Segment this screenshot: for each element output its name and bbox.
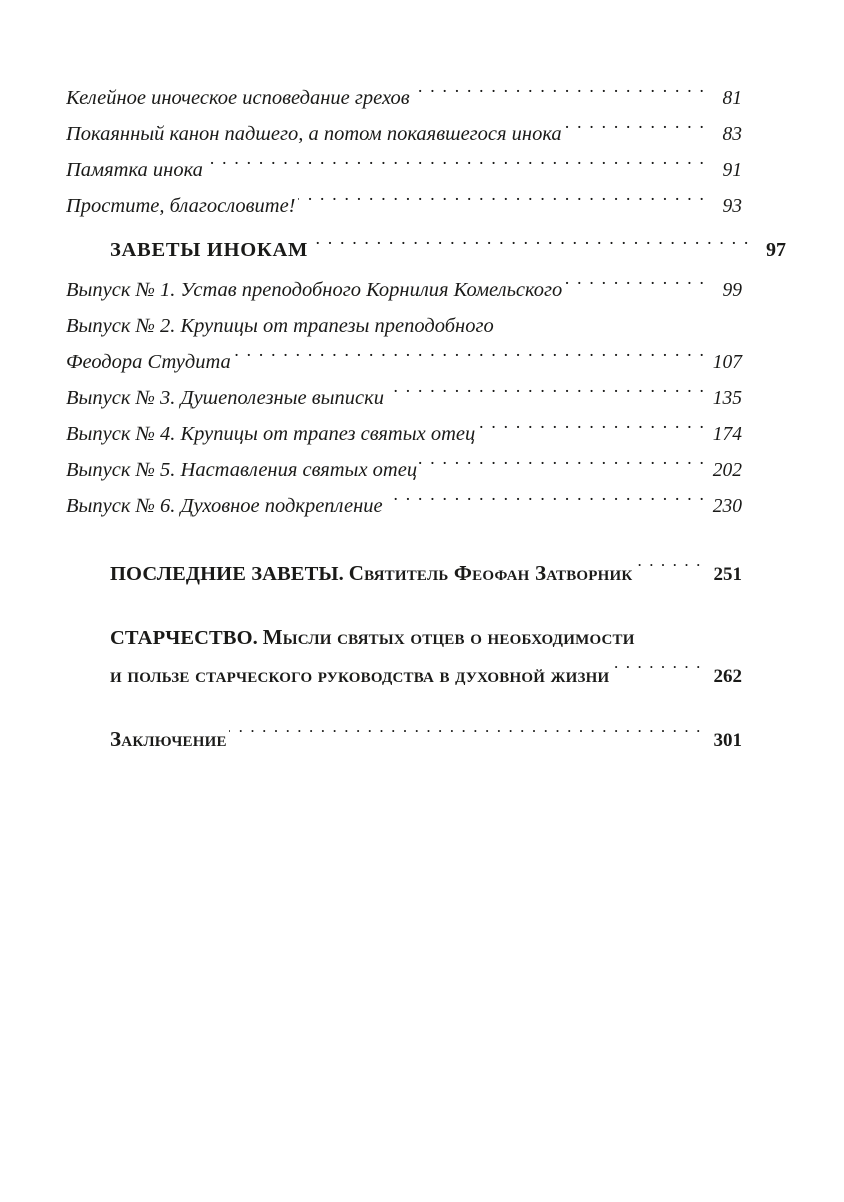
toc-caps-title (110, 720, 227, 760)
toc-entry-page: 174 (712, 424, 742, 445)
toc-caps-line (110, 656, 742, 694)
toc-entry[interactable] (66, 152, 742, 188)
toc-caps-entry[interactable] (110, 554, 742, 592)
dot-leader (611, 664, 702, 683)
toc-caps-page: 301 (713, 730, 742, 751)
toc-entry[interactable] (66, 380, 742, 416)
toc-caps-title-cont: и пользе старческого руководства в духовной жизни (110, 663, 610, 687)
toc-caps-title-main: СТАРЧЕСТВО. (110, 627, 258, 649)
dot-leader (477, 420, 706, 441)
toc-entry[interactable] (66, 116, 742, 152)
dot-leader (385, 492, 706, 513)
dot-leader (298, 192, 706, 213)
toc-entry-title: Покаянный канон падшего, а потом покаявшегося инока (66, 123, 562, 145)
dot-leader (205, 156, 706, 177)
dot-leader (635, 562, 702, 581)
dot-leader (412, 84, 706, 105)
toc-entry[interactable] (66, 80, 742, 116)
toc-entry[interactable] (66, 272, 742, 308)
toc-entry-title: Выпуск № 5. Наставления святых отец (66, 459, 418, 481)
toc-entry-title: Выпуск № 3. Душеполезные выписки (66, 387, 385, 409)
toc-caps-title (110, 618, 635, 658)
toc-group-caps (66, 554, 742, 758)
dot-leader (637, 626, 702, 645)
toc-caps-line (110, 618, 742, 656)
toc-entry-page: 107 (712, 352, 742, 373)
toc-entry-title: Феодора Студита (66, 351, 231, 373)
toc-section-head[interactable] (66, 232, 786, 272)
toc-entry[interactable] (66, 416, 742, 452)
toc-entry[interactable] (66, 188, 742, 224)
toc-caps-line (110, 720, 742, 758)
toc-entry-page: 81 (722, 88, 742, 109)
dot-leader (233, 348, 706, 369)
toc-entry-title: Выпуск № 4. Крупицы от трапез святых отец (66, 423, 476, 445)
toc-entry-title: Выпуск № 6. Духовное подкрепление (66, 495, 383, 517)
toc-entry-title: Простите, благословите! (66, 195, 296, 217)
toc-entry-title: Выпуск № 2. Крупицы от трапезы преподобного (66, 315, 494, 337)
dot-leader (496, 312, 706, 333)
toc-entry[interactable] (66, 344, 742, 380)
toc-caps-entry[interactable] (110, 618, 742, 694)
toc-entry-page: 202 (712, 460, 742, 481)
toc-caps-title-sub: Заключение (110, 727, 227, 751)
toc-entry-page: 93 (722, 196, 742, 217)
toc-caps-title-sub: Мысли святых отцев о необходимости (262, 625, 635, 649)
toc-section-head-page: 97 (766, 239, 786, 261)
toc-caps-line (110, 554, 742, 592)
dot-leader (564, 120, 706, 141)
toc-caps-page: 262 (713, 666, 742, 687)
toc-section-head-title: ЗАВЕТЫ ИНОКАМ (110, 239, 309, 261)
dot-leader (386, 384, 706, 405)
toc-caps-title (110, 554, 633, 594)
toc-entry-page: 83 (722, 124, 742, 145)
toc-group-italic (66, 80, 742, 224)
dot-leader (564, 276, 706, 297)
toc-caps-entry[interactable] (110, 720, 742, 758)
toc-entry-page: 135 (712, 388, 742, 409)
toc-group-issues (66, 272, 742, 524)
dot-leader (419, 456, 706, 477)
dot-leader (310, 236, 750, 257)
toc-entry-title: Келейное иноческое исповедание грехов (66, 87, 410, 109)
toc-entry-title: Выпуск № 1. Устав преподобного Корнилия Комельского (66, 279, 563, 301)
toc-caps-title (110, 656, 609, 696)
toc-entry-page: 99 (722, 280, 742, 301)
dot-leader (229, 728, 702, 747)
toc-entry[interactable] (66, 452, 742, 488)
toc-caps-page: 251 (713, 564, 742, 585)
toc-entry-wrapped-line[interactable] (66, 308, 742, 344)
toc-entry-page: 230 (712, 496, 742, 517)
toc-caps-title-sub: Святитель Феофан Затворник (348, 561, 633, 585)
toc-entry[interactable] (66, 488, 742, 524)
toc-entry-title: Памятка инока (66, 159, 203, 181)
toc-caps-title-main: ПОСЛЕДНИЕ ЗАВЕТЫ. (110, 563, 344, 585)
toc-list (66, 80, 786, 758)
toc-entry-page: 91 (722, 160, 742, 181)
